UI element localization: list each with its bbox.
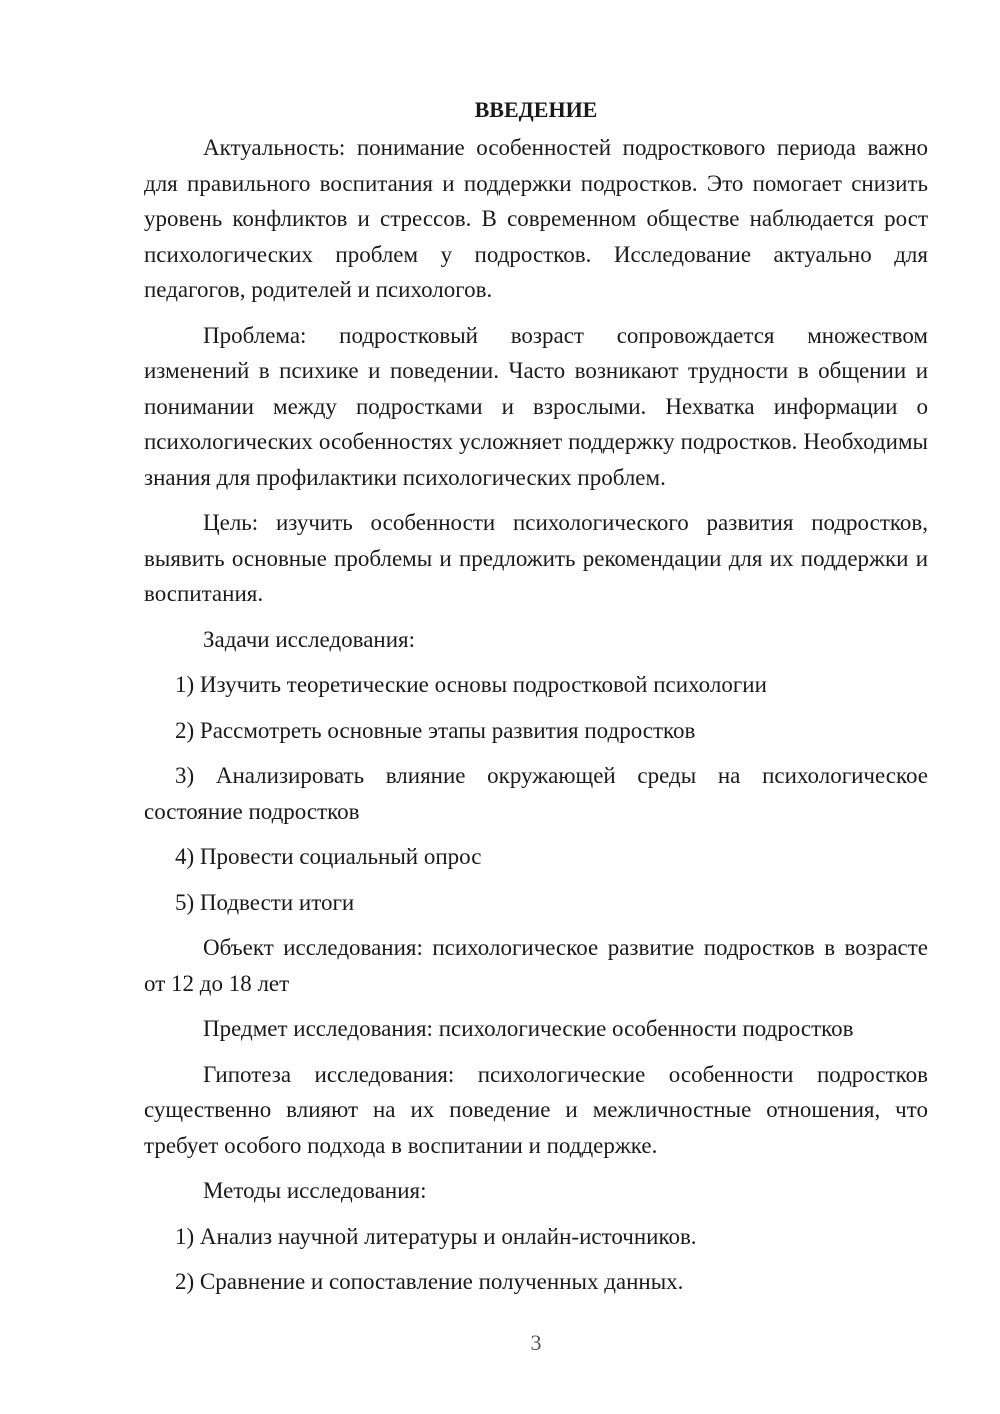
problem-paragraph: Проблема: подростковый возраст сопровождается множеством изменений в психике и поведении. Часто возникают трудности в общении и понимании между подростками и взрослыми. Нехватка информации о психологических особенностях усложняет поддержку подростков. Необходимы знания для профилактики психологических проблем. (144, 322, 928, 490)
page-number: 3 (530, 1330, 542, 1355)
task-item-5: 5) Подвести итоги (175, 889, 355, 915)
relevance-paragraph: Актуальность: понимание особенностей подросткового периода важно для правильного воспитания и поддержки подростков. Это помогает снизить уровень конфликтов и стрессов. В современном обществе наблюдается рост психологических проблем у подростков. Исследование актуально для педагогов, родителей и психологов. (144, 135, 928, 302)
task-item-3: 3) Анализировать влияние окружающей среды на психологическое состояние подростков (144, 763, 928, 824)
task-item-1: 1) Изучить теоретические основы подростковой психологии (175, 672, 767, 697)
tasks-title: Задачи исследования: (203, 626, 416, 652)
object-paragraph: Объект исследования: психологическое развитие подростков в возрасте от 12 до 18 лет (144, 935, 928, 996)
method-item-1: 1) Анализ научной литературы и онлайн-источников. (175, 1223, 697, 1249)
goal-paragraph: Цель: изучить особенности психологического развития подростков, выявить основные проблемы и предложить рекомендации для их поддержки и воспитания. (144, 510, 928, 606)
task-item-4: 4) Провести социальный опрос (175, 844, 482, 869)
methods-title: Методы исследования: (203, 1178, 427, 1203)
hypothesis-paragraph: Гипотеза исследования: психологические особенности подростков существенно влияют на их поведение и межличностные отношения, что требует особого подхода в воспитании и поддержке. (144, 1061, 928, 1158)
method-item-2: 2) Сравнение и сопоставление полученных данных. (175, 1269, 684, 1294)
section-heading: ВВЕДЕНИЕ (474, 97, 598, 122)
page-content (144, 92, 928, 1310)
subject-paragraph: Предмет исследования: психологические особенности подростков (203, 1016, 854, 1041)
task-item-2: 2) Рассмотреть основные этапы развития подростков (175, 717, 696, 743)
